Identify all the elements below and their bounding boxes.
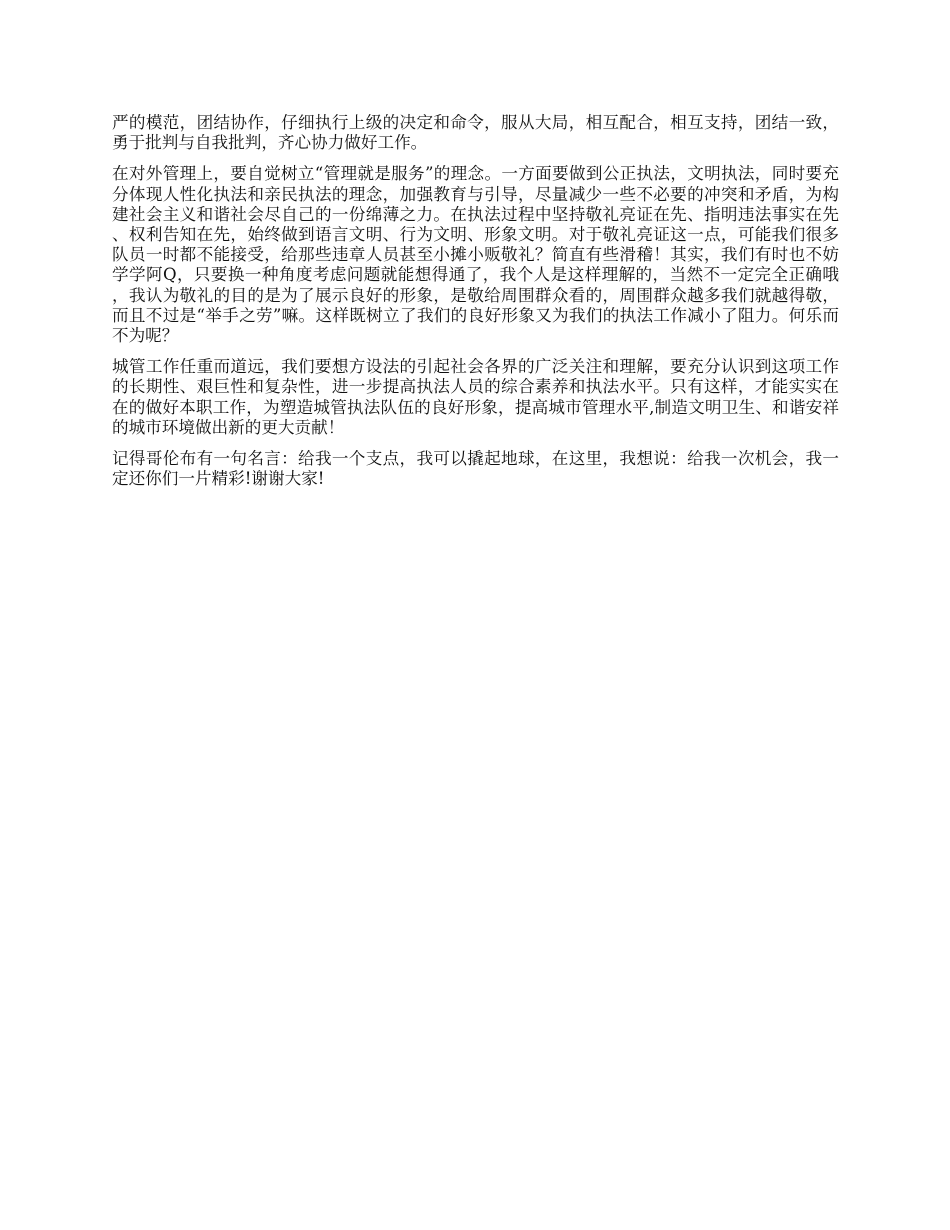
paragraph-teamwork: 严的模范，团结协作，仔细执行上级的决定和命令，服从大局，相互配合，相互支持，团结一致，勇于批判与自我批判，齐心协力做好工作。 bbox=[112, 113, 839, 153]
paragraph-external-management: 在对外管理上，要自觉树立“管理就是服务”的理念。一方面要做到公正执法，文明执法，同时要充分体现人性化执法和亲民执法的理念，加强教育与引导，尽量减少一些不必要的冲突和矛盾，为构建社会主义和谐社会尽自己的一份绵薄之力。在执法过程中坚持敬礼亮证在先、指明违法事实在先、权利告知在先，始终做到语言文明、行为文明、形象文明。对于敬礼亮证这一点，可能我们很多队员一时都不能接受，给那些违章人员甚至小摊小贩敬礼？简直有些滑稽！其实，我们有时也不妨学学阿Q，只要换一种角度考虑问题就能想得通了，我个人是这样理解的，当然不一定完全正确哦，我认为敬礼的目的是为了展示良好的形象，是敬给周围群众看的，周围群众越多我们就越得敬，而且不过是“举手之劳”嘛。这样既树立了我们的良好形象又为我们的执法工作减小了阻力。何乐而不为呢？ bbox=[112, 164, 839, 346]
paragraph-urban-management: 城管工作任重而道远，我们要想方设法的引起社会各界的广泛关注和理解，要充分认识到这项工作的长期性、艰巨性和复杂性，进一步提高执法人员的综合素养和执法水平。只有这样，才能实实在在的做好本职工作，为塑造城管执法队伍的良好形象，提高城市管理水平,制造文明卫生、和谐安祥的城市环境做出新的更大贡献！ bbox=[112, 357, 839, 437]
paragraph-closing: 记得哥伦布有一句名言：给我一个支点，我可以撬起地球，在这里，我想说：给我一次机会，我一定还你们一片精彩!谢谢大家! bbox=[112, 449, 839, 489]
document-page bbox=[112, 113, 839, 500]
